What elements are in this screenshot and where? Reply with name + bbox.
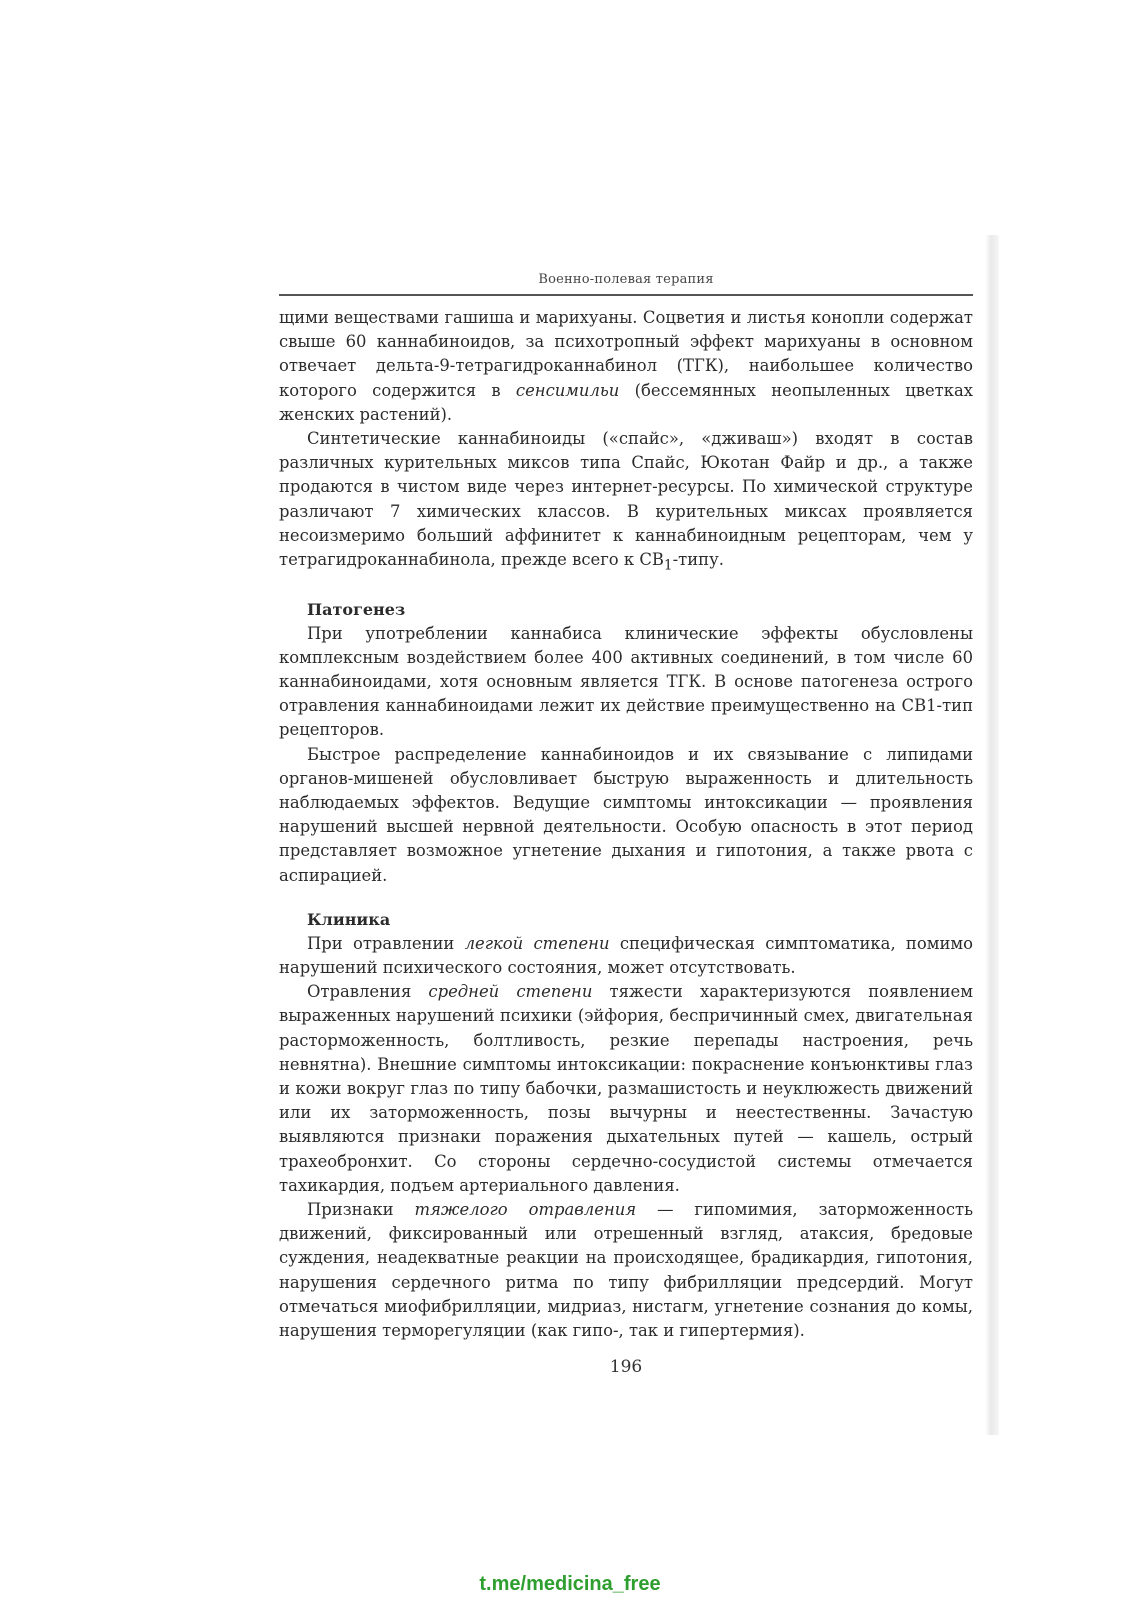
header-rule (279, 294, 973, 296)
emphasis-term: тяжелого отравления (414, 1199, 637, 1219)
section-title-clinic: Клиника (307, 909, 391, 929)
text-run: -типу. (672, 550, 724, 570)
page-number: 196 (609, 1357, 643, 1378)
emphasis-term: легкой степени (464, 933, 610, 953)
text-run: При отравлении (307, 933, 465, 953)
text-run: Отравления (307, 982, 429, 1002)
telegram-link[interactable]: t.me/medicina_free (479, 1573, 661, 1595)
text-run: — гипомимия, заторможенность движений, фиксированный или отрешенный взгляд, атаксия, бредовые суждения, неадекватные реакции на происходящее, брадикардия, гипотония, нарушения сердечного ритма по типу фибрилляции предсердий. Могут отмечаться миофибрилляции, мидриаз, нистагм, угнетение сознания до комы, нарушения терморегуляции (как гипо-, так и гипертермия). (279, 1199, 973, 1340)
body-text (279, 306, 973, 1343)
paragraph-clinic-2 (279, 980, 973, 1198)
text-run: Признаки (307, 1199, 415, 1219)
text-run: тяжести характеризуются появлением выраженных нарушений психики (эйфория, беспричинный смех, двигательная расторможенность, болтливость, резкие перепады настроения, речь невнятна). Внешние симптомы интоксикации: покраснение конъюнктивы глаз и кожи вокруг глаз по типу бабочки, размашистость и неуклюжесть движений или их заторможенность, позы вычурны и неестественны. Зачастую выявляются признаки поражения дыхательных путей — кашель, острый трахеобронхит. Со стороны сердечно-сосудистой системы отмечается тахикардия, подъем артериального давления. (279, 982, 973, 1195)
paragraph-clinic-1 (279, 932, 973, 980)
emphasis-term: сенсимильи (515, 380, 620, 400)
paragraph-intro-1 (279, 306, 973, 427)
paragraph-clinic-3 (279, 1198, 973, 1343)
book-page (279, 270, 973, 1377)
paragraph-pathogenesis-2: Быстрое распределение каннабиноидов и их связывание с липидами органов-мишеней обусловливает быструю выраженность и длительность наблюдаемых эффектов. Ведущие симптомы интоксикации — проявления нарушений высшей нервной деятельности. Особую опасность в этот период представляет возможное угнетение дыхания и гипотония, а также рвота с аспирацией. (279, 744, 973, 885)
paragraph-intro-2 (279, 427, 973, 578)
emphasis-term: средней степени (428, 982, 593, 1002)
section-title-pathogenesis: Патогенез (307, 599, 406, 619)
running-head: Военно-полевая терапия (538, 272, 714, 287)
paragraph-pathogenesis-1: При употреблении каннабиса клинические эффекты обусловлены комплексным воздействием более 400 активных соединений, в том числе 60 каннабиноидами, хотя основным является ТГК. В основе патогенеза острого отравления каннабиноидами лежит их действие преимущественно на СВ1-тип рецепторов. (279, 623, 973, 740)
subscript: 1 (663, 557, 673, 574)
text-run: специфическая симптоматика, помимо нарушений психического состояния, может отсутствовать. (279, 933, 974, 977)
text-run: щими веществами гашиша и марихуаны. Соцветия и листья конопли содержат свыше 60 каннабиноидов, за психотропный эффект марихуаны в основном отвечает дельта-9-тетрагидроканнабинол (ТГК), наибольшее количество которого содержится в (279, 308, 973, 400)
text-run: Синтетические каннабиноиды («спайс», «дживаш») входят в состав различных курительных миксов типа Спайс, Юкотан Файр и др., а также продаются в чистом виде через интернет-ресурсы. По химической структуре различают 7 химических классов. В курительных миксах проявляется несоизмеримо больший аффинитет к каннабиноидным рецепторам, чем у тетрагидроканнабинола, прежде всего к СВ (279, 429, 973, 570)
scan-shadow-edge (985, 235, 999, 1435)
text-run: (бессемянных неопыленных цветках женских растений). (279, 380, 973, 424)
